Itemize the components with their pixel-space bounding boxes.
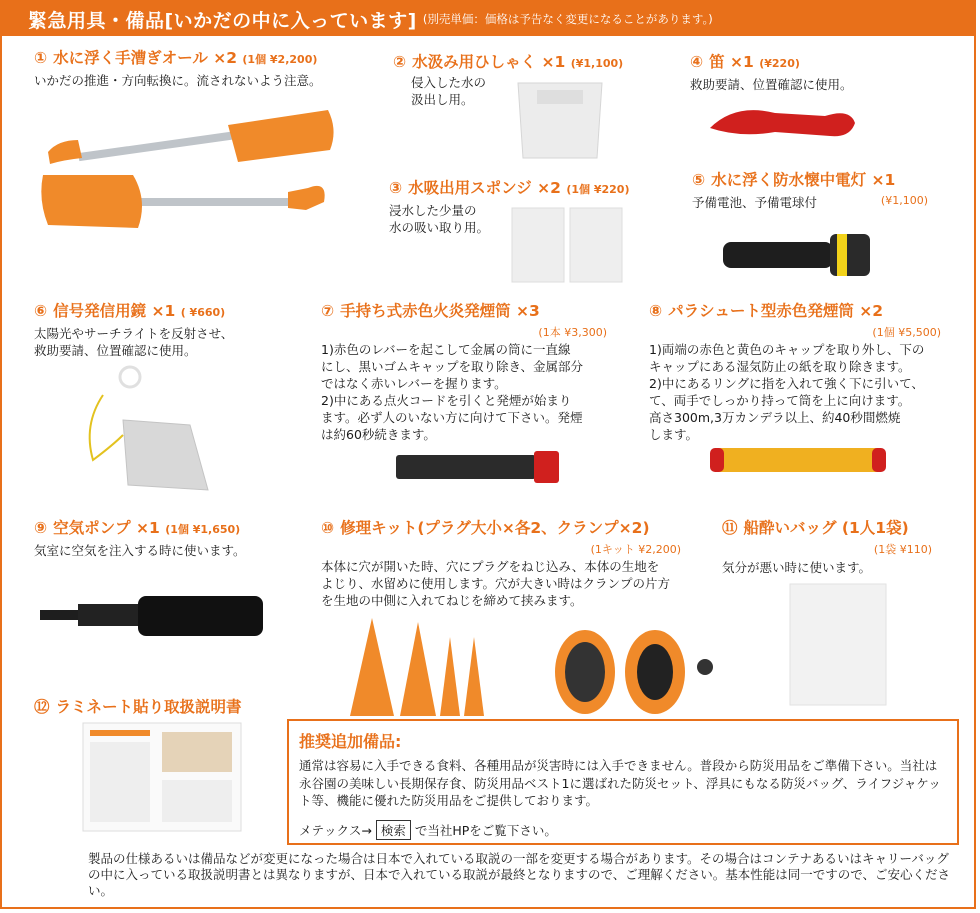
item-number: ⑨ xyxy=(34,519,48,537)
item-desc: 1)赤色のレバーを起こして金属の筒に一直線 にし、黒いゴムキャップを取り除き、金属部分 ではなく赤いレバーを握ります。 2)中にある点火コードを引くと発煙が始まり ます。必ず人のいない方に向けて下さい。発煙 は約60秒続きます。 xyxy=(321,342,584,442)
item-desc: 救助要請、位置確認に使用。 xyxy=(690,77,853,92)
item-price: (1個 ¥5,500) xyxy=(872,326,941,339)
item-title: 修理キット(プラグ大小×各2、クランプ×2) xyxy=(340,519,650,537)
oars-image xyxy=(38,100,338,265)
page-title: 緊急用具・備品[いかだの中に入っています] xyxy=(28,9,417,32)
item-price: (1キット ¥2,200) xyxy=(590,543,681,556)
item-price: (1本 ¥3,300) xyxy=(538,326,607,339)
item-title: 水に浮く防水懐中電灯 ×1 xyxy=(711,171,896,189)
item-price: (1袋 ¥110) xyxy=(873,543,932,556)
recommend-title: 推奨追加備品: xyxy=(299,732,402,751)
item-title: 水吸出用スポンジ ×2 xyxy=(408,179,561,197)
search-prefix: メテックス→ xyxy=(299,823,372,838)
item-number: ⑥ xyxy=(34,302,48,320)
item-hand-flare xyxy=(321,299,607,443)
item-title: 船酔いバッグ (1人1袋) xyxy=(743,519,909,537)
item-sick-bag xyxy=(722,516,932,576)
item-title: 笛 ×1 xyxy=(709,53,754,71)
hand-flare-image xyxy=(394,447,564,487)
item-desc: 太陽光やサーチライトを反射させ、 救助要請、位置確認に使用。 xyxy=(34,326,234,358)
item-price: (¥1,100) xyxy=(880,194,928,207)
item-desc: 1)両端の赤色と黄色のキャップを取り外し、下の キャップにある湿気防止の紙を取り除きます。 2)中にあるリングに指を入れて強く下に引いて、 て、両手でしっかり持って筒を上に向けます。 高さ300m,3万カンデラ以上、約40秒間燃焼 します。 xyxy=(649,342,925,442)
item-price: (1個 ¥1,650) xyxy=(165,523,241,536)
item-title: 手持ち式赤色火炎発煙筒 ×3 xyxy=(340,302,540,320)
item-number: ⑧ xyxy=(649,302,663,320)
item-flashlight xyxy=(692,168,928,211)
item-manual xyxy=(34,695,242,717)
item-number: ⑩ xyxy=(321,519,335,537)
item-number: ② xyxy=(393,53,407,71)
item-price: (¥1,100) xyxy=(570,57,624,70)
item-oars xyxy=(34,46,322,89)
item-price: (¥220) xyxy=(759,57,800,70)
item-desc: 気分が悪い時に使います。 xyxy=(722,560,872,575)
recommend-box xyxy=(287,719,959,845)
item-number: ⑫ xyxy=(34,698,50,716)
item-desc: 浸水した少量の 水の吸い取り用。 xyxy=(389,203,490,235)
recommend-body: 通常は容易に入手できる食料、各種用品が災害時には入手できません。普段から防災用品をご準備下さい。当社は永谷園の美味しい長期保存食、防災用品ベスト1に選ばれた防災セット、浮具にもなる防災バッグ、ライフジャケット等、機能に優れた防災用品をご提供しております。 xyxy=(299,758,941,808)
parachute-flare-image xyxy=(708,444,888,476)
item-price: ( ¥660) xyxy=(180,306,226,319)
item-desc: 侵入した水の 汲出し用。 xyxy=(411,75,487,107)
item-number: ⑤ xyxy=(692,171,706,189)
manual-image xyxy=(82,722,242,832)
item-desc: 予備電池、予備電球付 xyxy=(692,195,818,210)
air-pump-image xyxy=(38,590,268,640)
item-number: ⑦ xyxy=(321,302,335,320)
item-title: 信号発信用鏡 ×1 xyxy=(53,302,176,320)
item-title: 空気ポンプ ×1 xyxy=(53,519,160,537)
item-price: (1個 ¥220) xyxy=(566,183,630,196)
sponge-image xyxy=(510,206,625,284)
header-bar xyxy=(2,2,976,36)
item-price: (1個 ¥2,200) xyxy=(242,53,318,66)
repair-kit-image xyxy=(340,612,720,720)
price-note: (別売単価：価格は予告なく変更になることがあります。) xyxy=(422,12,713,26)
item-mirror xyxy=(34,299,233,359)
item-number: ⑪ xyxy=(722,519,738,537)
item-title: 水汲み用ひしゃく ×1 xyxy=(412,53,566,71)
whistle-image xyxy=(705,98,860,143)
item-number: ① xyxy=(34,49,48,67)
bailer-image xyxy=(515,78,605,163)
search-suffix: で当社HPをご覧下さい。 xyxy=(414,823,557,838)
item-desc: 本体に穴が開いた時、穴にプラグをねじ込み、本体の生地を よじり、水留めに使用します。穴が大きい時はクランプの片方 を生地の中側に入れてねじを締めて挟みます。 xyxy=(321,559,671,608)
item-repair-kit xyxy=(321,516,681,609)
footer-note: 製品の仕様あるいは備品などが変更になった場合は日本で入れている取説の一部を変更する場合があります。その場合はコンテナあるいはキャリーバッグの中に入っている取扱説明書とは異なりますが、日本で入れている取説が最終となりますので、ご理解ください。基本性能は同一ですので、ご安心ください。 xyxy=(88,851,951,898)
item-desc: 気室に空気を注入する時に使います。 xyxy=(34,543,246,558)
flashlight-image xyxy=(715,228,885,283)
item-air-pump xyxy=(34,516,246,559)
item-title: パラシュート型赤色発煙筒 ×2 xyxy=(668,302,883,320)
item-title: 水に浮く手漕ぎオール ×2 xyxy=(53,49,237,67)
item-desc: いかだの推進・方向転換に。流されないよう注意。 xyxy=(34,73,322,88)
item-number: ④ xyxy=(690,53,704,71)
search-button[interactable]: 検索 xyxy=(376,820,411,840)
item-number: ③ xyxy=(389,179,403,197)
item-title: ラミネート貼り取扱説明書 xyxy=(55,698,242,716)
recommend-search xyxy=(299,820,557,840)
item-whistle xyxy=(690,50,853,93)
mirror-image xyxy=(78,365,218,500)
item-parachute-flare xyxy=(649,299,941,443)
sick-bag-image xyxy=(788,582,888,707)
